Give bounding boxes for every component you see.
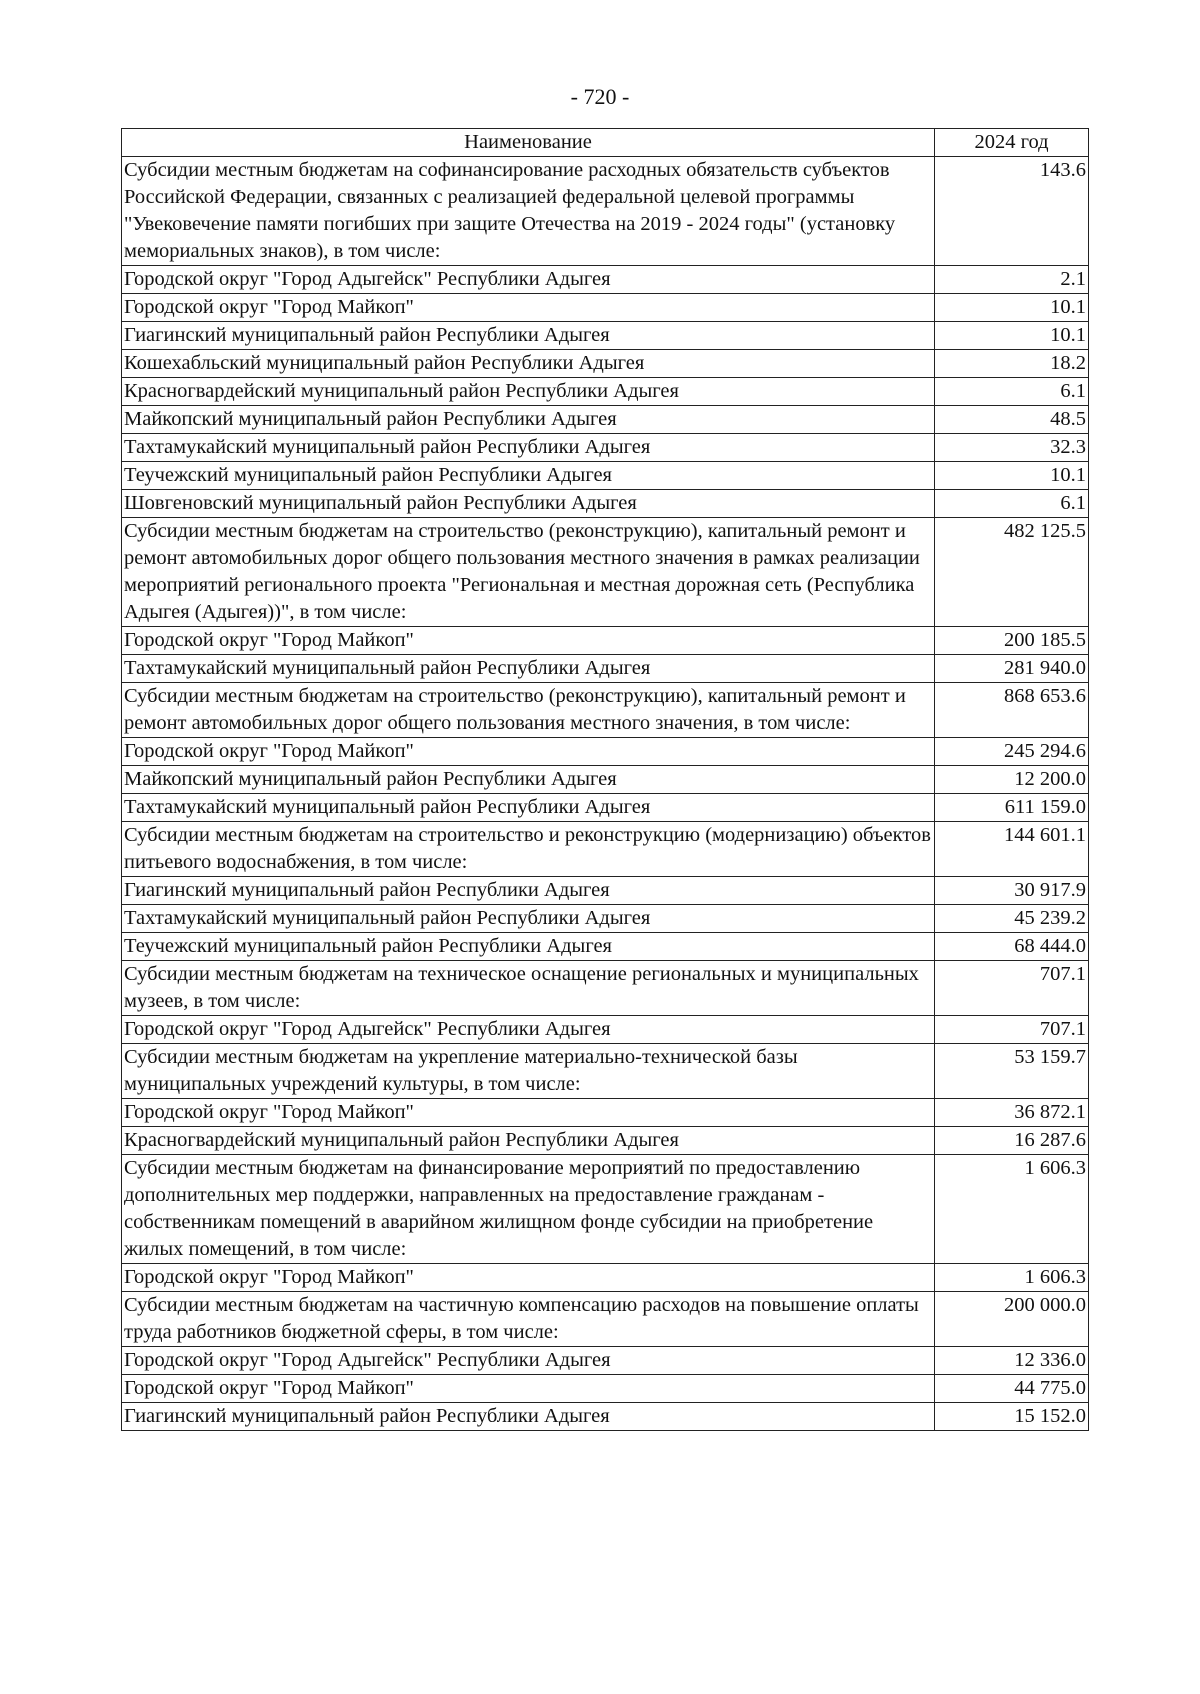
- row-name: Субсидии местным бюджетам на частичную компенсацию расходов на повышение оплаты труда работников бюджетной сферы, в том числе:: [122, 1292, 935, 1347]
- table-row: [122, 655, 1089, 683]
- row-value: 10.1: [935, 462, 1089, 490]
- table-row: [122, 766, 1089, 794]
- table-row: [122, 961, 1089, 1016]
- row-name: Субсидии местным бюджетам на строительство и реконструкцию (модернизацию) объектов питьевого водоснабжения, в том числе:: [122, 822, 935, 877]
- header-year: 2024 год: [935, 129, 1089, 157]
- table-row: [122, 933, 1089, 961]
- table-row: [122, 1403, 1089, 1431]
- row-value: 611 159.0: [935, 794, 1089, 822]
- table-row: [122, 877, 1089, 905]
- row-value: 245 294.6: [935, 738, 1089, 766]
- row-value: 48.5: [935, 406, 1089, 434]
- row-name: Городской округ "Город Адыгейск" Республики Адыгея: [122, 1347, 935, 1375]
- table-row: [122, 1127, 1089, 1155]
- table-body: [122, 157, 1089, 1431]
- row-value: 200 000.0: [935, 1292, 1089, 1347]
- row-value: 12 200.0: [935, 766, 1089, 794]
- table-row: [122, 1016, 1089, 1044]
- row-name: Гиагинский муниципальный район Республики Адыгея: [122, 877, 935, 905]
- row-name: Городской округ "Город Майкоп": [122, 627, 935, 655]
- table-row: [122, 1264, 1089, 1292]
- row-name: Городской округ "Город Адыгейск" Республики Адыгея: [122, 266, 935, 294]
- row-value: 1 606.3: [935, 1155, 1089, 1264]
- table-row: [122, 738, 1089, 766]
- row-name: Городской округ "Город Майкоп": [122, 1375, 935, 1403]
- row-name: Субсидии местным бюджетам на укрепление материально-технической базы муниципальных учреждений культуры, в том числе:: [122, 1044, 935, 1099]
- table-row: [122, 157, 1089, 266]
- row-name: Теучежский муниципальный район Республики Адыгея: [122, 462, 935, 490]
- row-value: 6.1: [935, 490, 1089, 518]
- row-value: 44 775.0: [935, 1375, 1089, 1403]
- table-row: [122, 683, 1089, 738]
- table-row: [122, 1155, 1089, 1264]
- row-name: Красногвардейский муниципальный район Республики Адыгея: [122, 1127, 935, 1155]
- row-name: Городской округ "Город Майкоп": [122, 738, 935, 766]
- table-row: [122, 1347, 1089, 1375]
- table-row: [122, 434, 1089, 462]
- row-name: Красногвардейский муниципальный район Республики Адыгея: [122, 378, 935, 406]
- budget-table: [121, 128, 1089, 1431]
- row-value: 707.1: [935, 1016, 1089, 1044]
- row-value: 281 940.0: [935, 655, 1089, 683]
- row-value: 12 336.0: [935, 1347, 1089, 1375]
- table-row: [122, 378, 1089, 406]
- table-row: [122, 322, 1089, 350]
- row-name: Тахтамукайский муниципальный район Республики Адыгея: [122, 434, 935, 462]
- row-name: Субсидии местным бюджетам на финансирование мероприятий по предоставлению дополнительных мер поддержки, направленных на предоставление гражданам - собственникам помещений в аварийном жилищном фонде субсидии на приобретение жилых помещений, в том числе:: [122, 1155, 935, 1264]
- row-value: 1 606.3: [935, 1264, 1089, 1292]
- table-row: [122, 1292, 1089, 1347]
- row-value: 30 917.9: [935, 877, 1089, 905]
- row-value: 144 601.1: [935, 822, 1089, 877]
- row-value: 45 239.2: [935, 905, 1089, 933]
- row-value: 143.6: [935, 157, 1089, 266]
- row-value: 53 159.7: [935, 1044, 1089, 1099]
- row-name: Шовгеновский муниципальный район Республики Адыгея: [122, 490, 935, 518]
- row-name: Субсидии местным бюджетам на софинансирование расходных обязательств субъектов Российской Федерации, связанных с реализацией федеральной целевой программы "Увековечение памяти погибших при защите Отечества на 2019 - 2024 годы" (установку мемориальных знаков), в том числе:: [122, 157, 935, 266]
- table-row: [122, 490, 1089, 518]
- row-name: Кошехабльский муниципальный район Республики Адыгея: [122, 350, 935, 378]
- row-value: 482 125.5: [935, 518, 1089, 627]
- table-row: [122, 1375, 1089, 1403]
- table-row: [122, 627, 1089, 655]
- table-row: [122, 1044, 1089, 1099]
- row-value: 2.1: [935, 266, 1089, 294]
- row-value: 707.1: [935, 961, 1089, 1016]
- row-name: Городской округ "Город Майкоп": [122, 1264, 935, 1292]
- row-name: Субсидии местным бюджетам на техническое оснащение региональных и муниципальных музеев, в том числе:: [122, 961, 935, 1016]
- row-value: 32.3: [935, 434, 1089, 462]
- row-name: Городской округ "Город Майкоп": [122, 1099, 935, 1127]
- row-value: 36 872.1: [935, 1099, 1089, 1127]
- row-value: 6.1: [935, 378, 1089, 406]
- row-value: 18.2: [935, 350, 1089, 378]
- row-name: Теучежский муниципальный район Республики Адыгея: [122, 933, 935, 961]
- table-row: [122, 294, 1089, 322]
- table-row: [122, 1099, 1089, 1127]
- table-row: [122, 518, 1089, 627]
- row-name: Субсидии местным бюджетам на строительство (реконструкцию), капитальный ремонт и ремонт автомобильных дорог общего пользования местного значения в рамках реализации мероприятий регионального проекта "Региональная и местная дорожная сеть (Республика Адыгея (Адыгея))", в том числе:: [122, 518, 935, 627]
- table-row: [122, 462, 1089, 490]
- row-name: Городской округ "Город Адыгейск" Республики Адыгея: [122, 1016, 935, 1044]
- table-row: [122, 905, 1089, 933]
- row-name: Майкопский муниципальный район Республики Адыгея: [122, 406, 935, 434]
- row-name: Майкопский муниципальный район Республики Адыгея: [122, 766, 935, 794]
- row-name: Гиагинский муниципальный район Республики Адыгея: [122, 1403, 935, 1431]
- row-value: 200 185.5: [935, 627, 1089, 655]
- row-name: Субсидии местным бюджетам на строительство (реконструкцию), капитальный ремонт и ремонт автомобильных дорог общего пользования местного значения, в том числе:: [122, 683, 935, 738]
- row-name: Тахтамукайский муниципальный район Республики Адыгея: [122, 794, 935, 822]
- table-row: [122, 406, 1089, 434]
- row-name: Тахтамукайский муниципальный район Республики Адыгея: [122, 655, 935, 683]
- row-value: 10.1: [935, 322, 1089, 350]
- row-value: 868 653.6: [935, 683, 1089, 738]
- row-name: Городской округ "Город Майкоп": [122, 294, 935, 322]
- header-name: Наименование: [122, 129, 935, 157]
- row-name: Гиагинский муниципальный район Республики Адыгея: [122, 322, 935, 350]
- page-number: - 720 -: [570, 84, 630, 109]
- table-row: [122, 266, 1089, 294]
- table-row: [122, 350, 1089, 378]
- row-value: 15 152.0: [935, 1403, 1089, 1431]
- row-value: 10.1: [935, 294, 1089, 322]
- table-row: [122, 822, 1089, 877]
- table-row: [122, 794, 1089, 822]
- row-value: 68 444.0: [935, 933, 1089, 961]
- row-value: 16 287.6: [935, 1127, 1089, 1155]
- table-header-row: [122, 129, 1089, 157]
- row-name: Тахтамукайский муниципальный район Республики Адыгея: [122, 905, 935, 933]
